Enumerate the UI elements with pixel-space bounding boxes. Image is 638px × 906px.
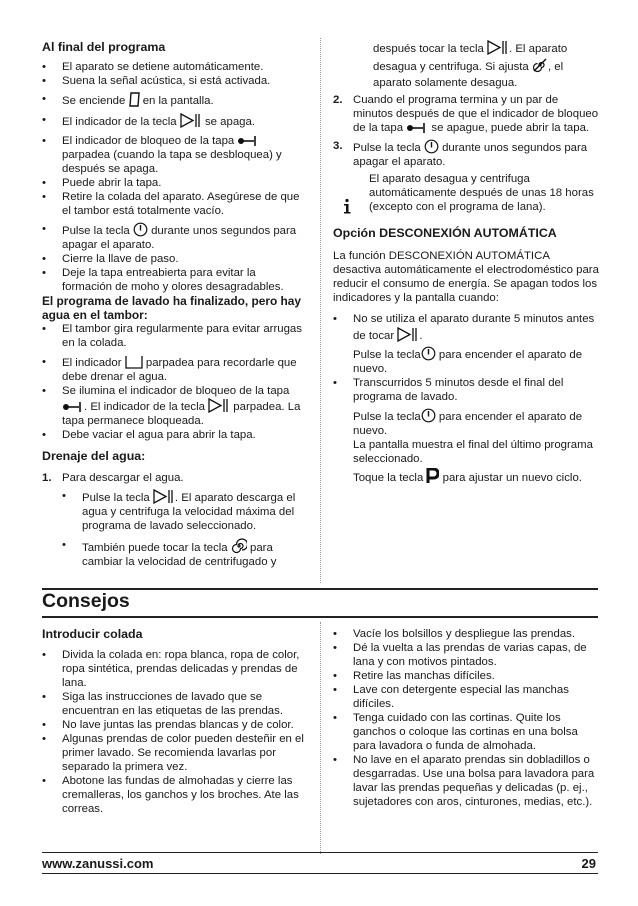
list-item: • No se utiliza el aparato durante 5 minutos antes de tocar . [333, 313, 595, 342]
list-item: • Divida la colada en: ropa blanca, ropa de color, ropa sintética, prendas delicadas y prendas de lana. [42, 649, 300, 689]
list-item: • Suena la señal acústica, si está activada. [42, 75, 271, 87]
paragraph: después tocar la tecla . El aparato desagua y centrifuga. Si ajusta , el aparato solamente desagua. [333, 40, 599, 91]
column-divider [320, 38, 321, 583]
program-p-icon [426, 468, 439, 484]
footer-rule [42, 873, 598, 874]
left-column [42, 40, 304, 569]
list-item: • El indicador de bloqueo de la tapa parpadea (cuando la tapa se desbloquea) y después se apaga. [42, 135, 282, 175]
list-item: • Transcurridos 5 minutos desde el final del programa de lavado. [333, 377, 564, 403]
tips-right-column [333, 627, 599, 809]
start-pause-icon [397, 327, 419, 342]
list-item: • Cierre la llave de paso. [42, 253, 179, 265]
numbered-step: 2. Cuando el programa termina y un par de minutos después de que el indicador de bloqueo de la tapa se apague, puede abrir la tapa. [333, 94, 599, 134]
heading-water-in-drum: El programa de lavado ha finalizado, pero hay agua en el tambor: [42, 294, 302, 322]
paragraph: Pulse la tecla para encender el aparato de nuevo. [333, 346, 599, 376]
list-item: • Pulse la tecla . El aparato descarga el agua y centrifuga la velocidad máxima del programa de lavado seleccionado. [62, 490, 296, 532]
power-icon [133, 222, 148, 237]
heading-end-of-program: Al final del programa [42, 40, 166, 54]
list-item: • Pulse la tecla durante unos segundos para apagar el aparato. [42, 223, 297, 251]
paragraph: Pulse la tecla para encender el aparato de nuevo. [333, 408, 599, 438]
tips-left-column [42, 627, 304, 816]
list-item: • Se enciende en la pantalla. [42, 93, 214, 107]
list-item: • No lave juntas las prendas blancas y de color. [42, 719, 294, 731]
list-item: • El indicador parpadea para recordarle que debe drenar el agua. [42, 356, 297, 383]
column-divider [320, 622, 321, 854]
start-pause-icon [153, 489, 175, 504]
start-pause-icon [180, 113, 202, 128]
list-item: • El aparato se detiene automáticamente. [42, 61, 264, 73]
list-item: • Tenga cuidado con las cortinas. Quite los ganchos o coloque las cortinas en una bolsa para lavadora o funda de almohada. [333, 712, 578, 752]
list-item: • También puede tocar la tecla para cambiar la velocidad de centrifugado y [62, 539, 277, 568]
info-icon [338, 197, 356, 215]
power-icon [424, 139, 439, 154]
list-item: • Siga las instrucciones de lavado que se encuentran en las etiquetas de las prendas. [42, 691, 284, 717]
start-pause-icon [487, 40, 509, 55]
power-icon [421, 346, 436, 361]
list-item: • Retire la colada del aparato. Asegúrese de que el tambor está totalmente vacío. [42, 191, 300, 217]
lid-lock-icon [237, 134, 259, 147]
page-number: 29 [581, 856, 596, 871]
rinse-hold-icon [125, 355, 143, 369]
spin-icon [231, 538, 247, 554]
list-item: • Vacíe los bolsillos y despliegue las prendas. [333, 628, 576, 640]
list-item: • Algunas prendas de color pueden desteñir en el primer lavado. Se recomienda lavarlas por separado la primera vez. [42, 733, 304, 773]
paragraph: La pantalla muestra el final del último programa seleccionado. [353, 439, 593, 465]
section-rule [42, 616, 598, 618]
list-item: • Deje la tapa entreabierta para evitar la formación de moho y olores desagradables. [42, 267, 284, 293]
paragraph: La función DESCONEXIÓN AUTOMÁTICA desactiva automáticamente el electrodoméstico para reducir el consumo de energía. Se apagan todos los indicadores y la pantalla cuando: [333, 250, 599, 304]
power-icon [421, 408, 436, 423]
section-title: Consejos [42, 590, 130, 612]
list-item: • El tambor gira regularmente para evitar arrugas en la colada. [42, 323, 302, 349]
no-spin-icon [532, 57, 548, 73]
list-item: • Debe vaciar el agua para abrir la tapa. [42, 429, 256, 441]
list-item: • Puede abrir la tapa. [42, 177, 162, 189]
lid-lock-icon [62, 400, 84, 413]
lid-lock-icon [406, 121, 428, 134]
list-item: • Abotone las fundas de almohadas y cierre las cremalleras, los ganchos y los broches. Ate las correas. [42, 775, 299, 815]
end-symbol-icon [129, 92, 140, 107]
list-item: • Lave con detergente especial las manchas difíciles. [333, 684, 569, 710]
footer-url[interactable]: www.zanussi.com [42, 856, 154, 871]
list-item: • El indicador de la tecla se apaga. [42, 114, 255, 128]
paragraph: Toque la tecla para ajustar un nuevo ciclo. [333, 468, 599, 485]
numbered-step: 3. Pulse la tecla durante unos segundos para apagar el aparato. [333, 140, 588, 168]
list-item: • No lave en el aparato prendas sin dobladillos o desgarradas. Use una bolsa para lavadora para lavar las prendas pequeñas y delicadas (p. ej., sujetadores con aros, cinturones, medias, etc.). [333, 754, 595, 808]
heading-load-laundry: Introducir colada [42, 627, 143, 641]
heading-auto-off: Opción DESCONEXIÓN AUTOMÁTICA [333, 226, 557, 240]
footer-rule [42, 852, 598, 853]
numbered-step: 1. Para descargar el agua. [42, 472, 184, 484]
list-item: • Retire las manchas difíciles. [333, 670, 495, 682]
start-pause-icon [208, 398, 230, 413]
list-item: • Dé la vuelta a las prendas de varias capas, de lana y con motivos pintados. [333, 642, 587, 668]
right-column [333, 40, 599, 485]
heading-drain: Drenaje del agua: [42, 449, 146, 463]
list-item: • Se ilumina el indicador de bloqueo de la tapa . El indicador de la tecla parpadea. La tapa permanece bloqueada. [42, 385, 301, 427]
info-note: El aparato desagua y centrifuga automáticamente después de unas 18 horas (excepto con el programa de lana). [369, 173, 594, 213]
